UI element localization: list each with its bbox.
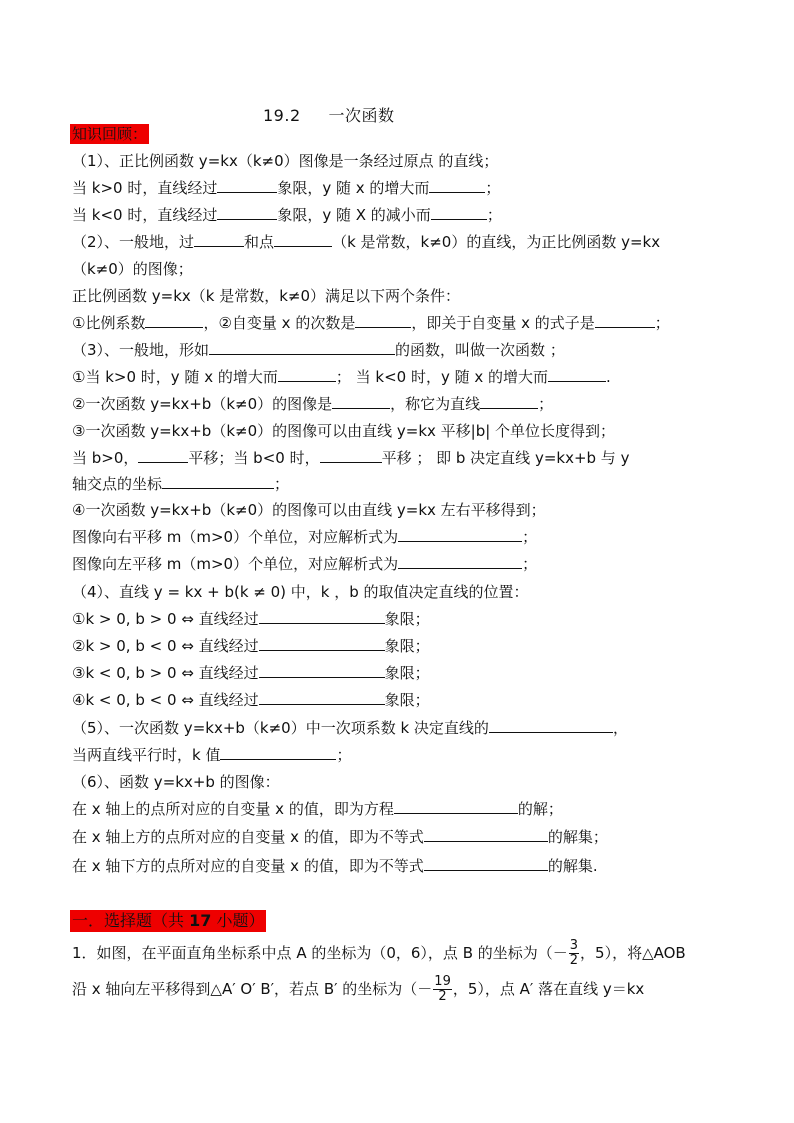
line-10: ②一次函数 y=kx+b（k≠0）的图像是 ，称它为直线 ； [72,395,554,413]
question-1-line-2: 沿 x 轴向左平移得到△A′ O′ B′，若点 B′ 的坐标为（－ $\frac{19}{2}$ ，5），点 A′ 落在直线 y＝kx [72,974,645,1004]
blank-answer[interactable] [332,394,390,409]
line-21: ④k < 0, b < 0 ⇔ 直线经过 象限； [72,691,430,709]
blank-answer[interactable] [259,636,385,651]
blank-answer[interactable] [220,745,336,760]
line-24: （6）、函数 y=kx+b 的图像： [72,773,280,791]
blank-answer[interactable] [595,313,655,328]
blank-answer[interactable] [217,205,277,220]
blank-answer[interactable] [259,690,385,705]
line-11: ③一次函数 y=kx+b（k≠0）的图像可以由直线 y=kx 平移|b| 个单位长度得到； [72,422,616,440]
blank-answer[interactable] [145,313,203,328]
blank-answer[interactable] [394,799,518,814]
line-20: ③k < 0, b > 0 ⇔ 直线经过 象限； [72,664,430,682]
line-27: 在 x 轴下方的点所对应的自变量 x 的值，即为不等式 的解集. [72,857,598,875]
line-2: 当 k>0 时，直线经过 象限，y 随 x 的增大而 ； [72,179,501,197]
blank-answer[interactable] [259,663,385,678]
question-1-line-1: 1．如图，在平面直角坐标系中点 A 的坐标为（0，6），点 B 的坐标为（－ $\frac{3}{2}$ ，5），将△AOB [72,938,686,968]
page-title: 19.2 一次函数 [263,106,395,125]
blank-answer[interactable] [398,527,522,542]
line-6: 正比例函数 y=kx（k 是常数，k≠0）满足以下两个条件： [72,287,461,305]
blank-answer[interactable] [138,448,188,463]
section-heading: 一．选择题（共 17 小题） [72,911,265,930]
line-7: ①比例系数 ，②自变量 x 的次数是 ，即关于自变量 x 的式子是 ； [72,314,670,332]
line-25: 在 x 轴上的点所对应的自变量 x 的值，即为方程 的解； [72,800,563,818]
blank-answer[interactable] [489,718,613,733]
blank-answer[interactable] [320,448,382,463]
line-26: 在 x 轴上方的点所对应的自变量 x 的值，即为不等式 的解集； [72,828,608,846]
line-19: ②k > 0, b < 0 ⇔ 直线经过 象限； [72,637,430,655]
line-22: （5）、一次函数 y=kx+b（k≠0）中一次项系数 k 决定直线的 ， [72,719,628,737]
line-3: 当 k<0 时，直线经过 象限，y 随 X 的减小而 ； [72,206,502,224]
review-heading: 知识回顾： [72,125,148,143]
line-12: 当 b>0， 平移；当 b<0 时， 平移 ； 即 b 决定直线 y=kx+b 与 y [72,449,630,467]
blank-answer[interactable] [278,367,336,382]
line-18: ①k > 0, b > 0 ⇔ 直线经过 象限； [72,610,430,628]
line-13: 轴交点的坐标 ； [72,475,290,493]
blank-answer[interactable] [217,178,277,193]
line-5: （k≠0）的图像； [72,260,193,278]
blank-answer[interactable] [424,827,548,842]
blank-answer[interactable] [274,232,332,247]
blank-answer[interactable] [209,340,395,355]
line-8: （3）、一般地，形如 的函数，叫做一次函数 ； [72,341,565,359]
line-4: （2）、一般地，过 和点 （k 是常数，k≠0）的直线，为正比例函数 y=kx [72,233,661,251]
line-14: ④一次函数 y=kx+b（k≠0）的图像可以由直线 y=kx 左右平移得到； [72,501,546,519]
blank-answer[interactable] [259,609,385,624]
blank-answer[interactable] [162,474,274,489]
blank-answer[interactable] [424,856,548,871]
blank-answer[interactable] [429,178,485,193]
blank-answer[interactable] [431,205,487,220]
line-1: （1）、正比例函数 y=kx（k≠0）图像是一条经过原点 的直线； [72,152,499,170]
line-17: （4）、直线 y = kx + b(k ≠ 0) 中，k ，b 的取值决定直线的位置： [72,583,529,601]
blank-answer[interactable] [194,232,244,247]
blank-answer[interactable] [480,394,538,409]
fraction: $\frac{3}{2}$ [569,938,579,968]
blank-answer[interactable] [355,313,411,328]
line-9: ①当 k>0 时，y 随 x 的增大而 ； 当 k<0 时，y 随 x 的增大而 . [72,368,611,386]
blank-answer[interactable] [548,367,606,382]
fraction: $\frac{19}{2}$ [434,974,451,1004]
line-23: 当两直线平行时，k 值 ； [72,746,352,764]
line-16: 图像向左平移 m（m>0）个单位，对应解析式为 ； [72,555,538,573]
line-15: 图像向右平移 m（m>0）个单位，对应解析式为 ； [72,528,538,546]
blank-answer[interactable] [398,554,522,569]
